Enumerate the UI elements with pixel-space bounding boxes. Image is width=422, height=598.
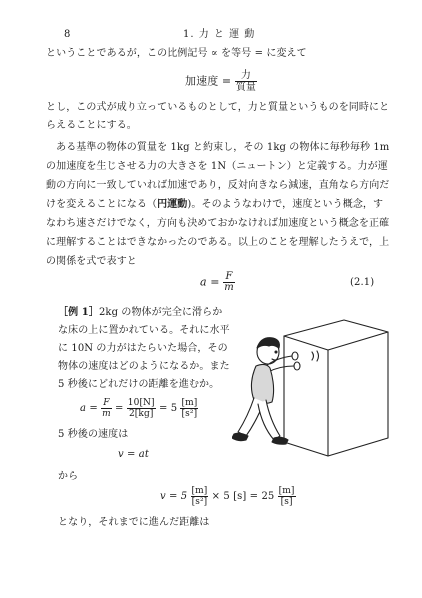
- emphasized-term: 円運動: [157, 199, 188, 210]
- fraction-numerator: 力: [235, 70, 257, 82]
- person-hand: [292, 352, 298, 360]
- person-hand: [294, 362, 300, 370]
- equation-number: (2.1): [350, 277, 375, 288]
- text-line: らえることにする。: [46, 120, 137, 131]
- person-shoe: [272, 437, 288, 444]
- text-line: なわち速さだけでなく，方向も決めておかなければ加速度という概念を正確: [46, 218, 390, 229]
- example-line: 物体の速度はどのようになるか。また: [58, 361, 230, 372]
- acceleration-calculation: a = $\frac{F}{m}$ = $\frac{10[N]}{2[kg]}$ = 5 $\frac{[m]}{\text{[s²]}}$: [80, 398, 198, 419]
- fraction-numerator: F: [223, 272, 235, 283]
- text-line: ということであるが，この比例記号 ∝ を等号 = に変えて: [46, 48, 307, 59]
- fraction: [223, 272, 235, 293]
- text-line: に理解することはできなかったのである。以上のことを理解したうえで，上: [46, 237, 390, 248]
- equation-lhs: a =: [200, 275, 220, 289]
- equation-2-1: [200, 272, 235, 293]
- fraction: $\frac{F}{m}$: [102, 398, 111, 419]
- person-leg-front: [258, 400, 280, 440]
- person-eye: [275, 351, 277, 353]
- example-line: から: [58, 471, 79, 482]
- text-line: の関係を式で表すと: [46, 256, 137, 267]
- example-line: 5 秒後の速度は: [58, 429, 129, 440]
- unit-fraction: $\frac{[m]}{\text{[s²]}}$: [181, 398, 198, 419]
- equation-lhs: 加速度 =: [185, 74, 232, 88]
- page-number: 8: [64, 29, 71, 40]
- text-line: とし，この式が成り立っているものとして，力と質量というものを同時にと: [46, 102, 390, 113]
- fraction: [235, 70, 257, 93]
- fraction-denominator: m: [224, 282, 234, 293]
- person-pushing-box-illustration: [232, 306, 392, 468]
- example-line: となり，それまでに進んだ距離は: [58, 517, 210, 528]
- example-first-line: ［例 1］2kg の物体が完全に滑らか: [58, 307, 223, 318]
- unit-fraction: $\frac{[m]}{\text{[s²]}}$: [191, 486, 208, 507]
- text-line: の加速度を生じさせる力の大きさを 1N（ニュートン）と定義する。力が運: [46, 161, 388, 172]
- person-shoe: [232, 433, 248, 440]
- chapter-title: 1. 力 と 運 動: [183, 29, 256, 40]
- text-line: 動の方向に一致していれば加速であり，反対向きなら減速，直角なら方向だ: [46, 180, 390, 191]
- example-line: に 10N の力がはたらいた場合，その: [58, 343, 228, 354]
- text-line: けを変えることになる（円運動)。そのようなわけで，速度という概念，す: [46, 199, 384, 210]
- example-line: 5 秒後にどれだけの距離を進むか。: [58, 379, 220, 390]
- acceleration-equation: [185, 70, 257, 93]
- fraction: $\frac{10[N]}{2[kg]}$: [127, 398, 155, 419]
- velocity-calculation: v = 5 $\frac{[m]}{\text{[s²]}}$ × 5 [s] = 25 $\frac{[m]}{[s]}$: [160, 486, 295, 507]
- unit-fraction: $\frac{[m]}{[s]}$: [278, 486, 295, 507]
- text-line: ある基準の物体の質量を 1kg と約束し，その 1kg の物体に毎秒毎秒 1m: [46, 142, 390, 153]
- velocity-formula: v = at: [118, 449, 149, 460]
- example-label: ［例 1］: [58, 307, 99, 318]
- fraction-denominator: 質量: [235, 82, 257, 93]
- person-torso: [251, 364, 273, 403]
- example-line: な床の上に置かれている。それに水平: [58, 325, 230, 336]
